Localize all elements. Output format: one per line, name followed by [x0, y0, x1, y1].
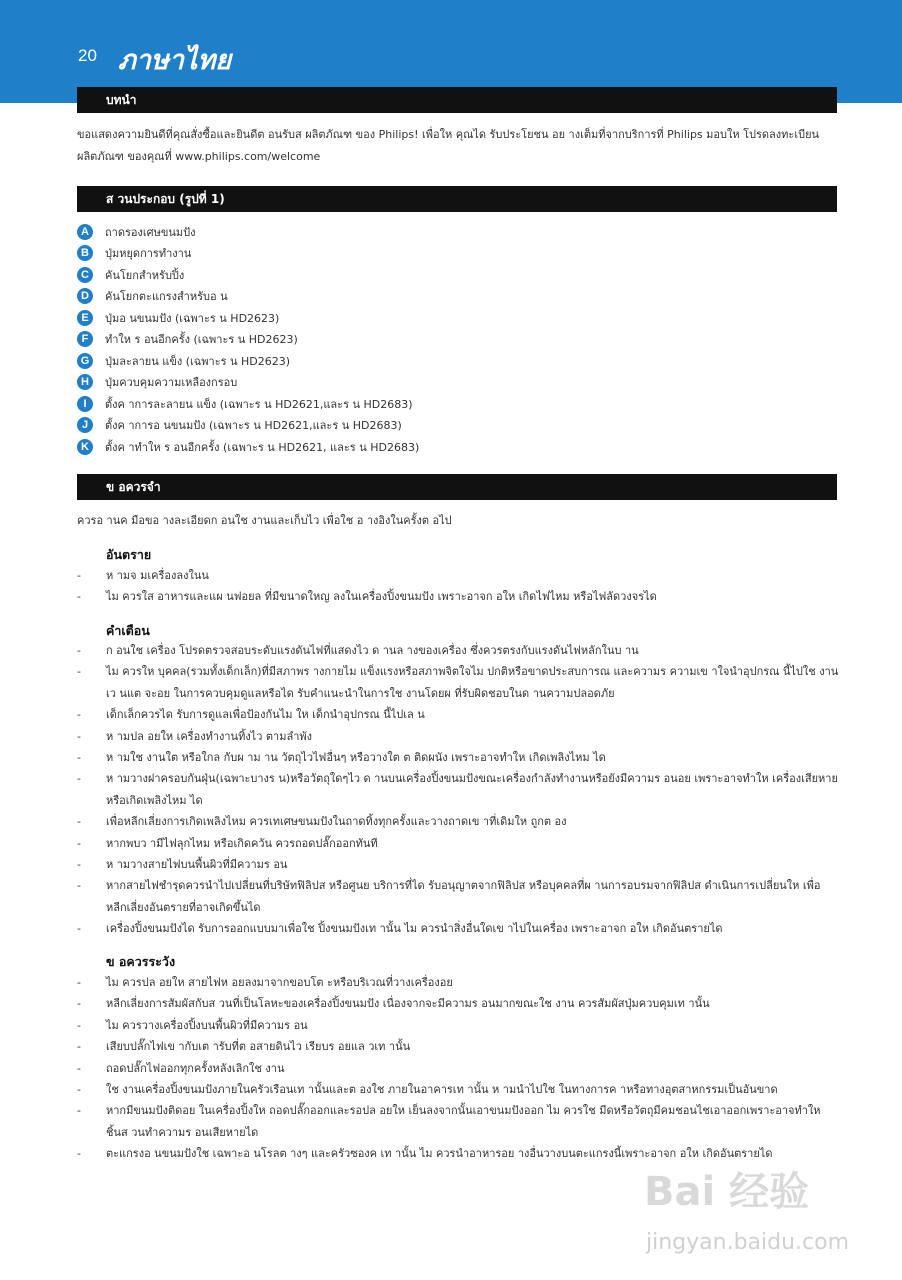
- caution-item: - เสียบปลั๊กไฟเข ากับเต ารับที่ต อสายดินไว เรียบร อยแล วเท านั้น: [77, 1036, 839, 1057]
- part-item: [77, 415, 419, 437]
- warning-item: - ห ามวางฝาครอบกันฝุ่น(เฉพาะบางร น)หรือวัตถุใดๆไว ด านบนเครื่องปิ้งขนมปังขณะเครื่องกำลังทำงานหรือยังมีความร อนอย เพราะอาจทำให เครื่องเสียหายหรือเกิดเพลิงไหม ได: [77, 768, 839, 811]
- letter-badge-icon: C: [77, 267, 93, 283]
- warning-item: - เด็กเล็กควรได รับการดูแลเพื่อป้องกันไม ให เด็กนำอุปกรณ นี้ไปเล น: [77, 704, 839, 725]
- warning-item: - ห ามปล อยให เครื่องทำงานทิ้งไว ตามลำพัง: [77, 726, 839, 747]
- letter-badge-icon: I: [77, 396, 93, 412]
- part-label: ปุ่มละลายน แข็ง (เฉพาะร น HD2623): [105, 354, 291, 368]
- warning-item: - เครื่องปิ้งขนมปังได รับการออกแบบมาเพื่อใช ปิ้งขนมปังเท านั้น ไม ควรนำสิ่งอื่นใดเข าไปในเครื่อง เพราะอาจก อให เกิดอันตรายได: [77, 918, 839, 939]
- watermark-url: jingyan.baidu.com: [646, 1230, 850, 1255]
- part-item: [77, 307, 419, 329]
- danger-list: [77, 565, 839, 608]
- important-intro: ควรอ านค มือขอ างละเอียดก อนใช งานและเก็บไว เพื่อใช อ างอิงในครั้งต อไป: [77, 514, 452, 527]
- caution-item: - ถอดปลั๊กไฟออกทุกครั้งหลังเลิกใช งาน: [77, 1058, 839, 1079]
- part-label: ทำให ร อนอีกครั้ง (เฉพาะร น HD2623): [105, 333, 298, 347]
- caution-list: [77, 972, 839, 1165]
- section-heading-important: ข อควรจำ: [77, 474, 837, 500]
- part-item: [77, 243, 419, 265]
- watermark-logo: Bai 经验: [644, 1169, 810, 1215]
- parts-list: [77, 221, 419, 458]
- letter-badge-icon: B: [77, 245, 93, 261]
- letter-badge-icon: H: [77, 374, 93, 390]
- section-heading-intro: บทนำ: [77, 87, 837, 113]
- caution-item: - ไม ควรวางเครื่องปิ้งบนพื้นผิวที่มีความร อน: [77, 1015, 839, 1036]
- letter-badge-icon: E: [77, 310, 93, 326]
- warning-item: - ไม ควรให บุคคล(รวมทั้งเด็กเล็ก)ที่มีสภาพร างกายไม แข็งแรงหรือสภาพจิตใจไม ปกติหรือขาดประสบการณ และความร ความเข าใจนำอุปกรณ นี้ไปใช งานเว นแต จะอย ในการควบคุมดูแลหรือได รับคำแนะนำในการใช งานโดยผ ที่รับผิดชอบในด านความปลอดภัย: [77, 661, 839, 704]
- part-label: ตั้งค าการอ นขนมปัง (เฉพาะร น HD2621,และร น HD2683): [105, 419, 402, 433]
- caution-heading: ข อควรระวัง: [106, 954, 176, 969]
- warning-heading: คำเตือน: [106, 623, 150, 638]
- part-item: [77, 372, 419, 394]
- part-item: [77, 329, 419, 351]
- danger-heading: อันตราย: [106, 547, 152, 562]
- letter-badge-icon: A: [77, 224, 93, 240]
- caution-item: - ตะแกรงอ นขนมปังใช เฉพาะอ นโรลต างๆ และครัวซองค เท านั้น ไม ควรนำอาหารอย างอื่นวางบนตะแกรงนี้เพราะอาจก อให เกิดอันตรายได: [77, 1143, 839, 1164]
- part-item: [77, 264, 419, 286]
- part-label: ตั้งค าทำให ร อนอีกครั้ง (เฉพาะร น HD2621, และร น HD2683): [105, 440, 420, 454]
- warning-item: - หากพบว ามีไฟลุกไหม หรือเกิดควัน ควรถอดปลั๊กออกทันที: [77, 833, 839, 854]
- part-label: ปุ่มหยุดการทำงาน: [105, 247, 192, 261]
- part-item: [77, 350, 419, 372]
- part-label: ปุ่มควบคุมความเหลืองกรอบ: [105, 376, 238, 390]
- warning-item: - ก อนใช เครื่อง โปรดตรวจสอบระดับแรงดันไฟที่แสดงไว ด านล างของเครื่อง ซึ่งควรตรงกับแรงดันไฟหลักในบ าน: [77, 640, 839, 661]
- section-heading-parts: ส วนประกอบ (รูปที่ 1): [77, 186, 837, 212]
- letter-badge-icon: J: [77, 417, 93, 433]
- warning-list: [77, 640, 839, 940]
- warning-item: - หากสายไฟชำรุดควรนำไปเปลี่ยนที่บริษัทฟิลิปส หรือศูนย บริการที่ได รับอนุญาตจากฟิลิปส หรือบุคคลที่ผ านการอบรมจากฟิลิปส ดำเนินการเปลี่ยนให เพื่อหลีกเลี่ยงอันตรายที่อาจเกิดขึ้นได: [77, 875, 839, 918]
- danger-item: - ห ามจ มเครื่องลงในน: [77, 565, 839, 586]
- warning-item: - ห ามใช งานใต หรือใกล กับผ าม าน วัตถุไวไฟอื่นๆ หรือวางใต ต ติดผนัง เพราะอาจทำให เกิดเพลิงไหม ได: [77, 747, 839, 768]
- letter-badge-icon: G: [77, 353, 93, 369]
- part-label: ตั้งค าการละลายน แข็ง (เฉพาะร น HD2621,และร น HD2683): [105, 397, 413, 411]
- warning-item: - ห ามวางสายไฟบนพื้นผิวที่มีความร อน: [77, 854, 839, 875]
- caution-item: - หากมีขนมปังติดอย ในเครื่องปิ้งให ถอดปลั๊กออกและรอปล อยให เย็นลงจากนั้นเอาขนมปังออก ไม ควรใช มีดหรือวัตถุมีคมชอนไชเอาออกเพราะอาจทำให ชิ้นส วนทำความร อนเสียหายได: [77, 1100, 839, 1143]
- part-label: ถาดรองเศษขนมปัง: [105, 225, 196, 239]
- part-item: [77, 221, 419, 243]
- danger-item: - ไม ควรใส อาหารและแผ นฟอยล ที่มีขนาดใหญ ลงในเครื่องปิ้งขนมปัง เพราะอาจก อให เกิดไฟไหม หรือไฟลัดวงจรได: [77, 586, 839, 607]
- caution-item: - หลีกเลี่ยงการสัมผัสกับส วนที่เป็นโลหะของเครื่องปิ้งขนมปัง เนื่องจากจะมีความร อนมากขณะใช งาน ควรสัมผัสปุ่มควบคุมเท านั้น: [77, 993, 839, 1014]
- page-number: 20: [78, 46, 97, 65]
- letter-badge-icon: K: [77, 439, 93, 455]
- part-item: [77, 436, 419, 458]
- part-label: ปุ่มอ นขนมปัง (เฉพาะร น HD2623): [105, 311, 280, 325]
- warning-item: - เพื่อหลีกเลี่ยงการเกิดเพลิงไหม ควรเทเศษขนมปังในถาดทิ้งทุกครั้งและวางถาดเข าที่เดิมให ถูกต อง: [77, 811, 839, 832]
- baidu-watermark: [640, 1160, 890, 1270]
- part-label: คันโยกสำหรับปิ้ง: [105, 268, 185, 282]
- language-title: ภาษาไทย: [118, 45, 232, 76]
- intro-paragraph: ขอแสดงความยินดีที่คุณสั่งซื้อและยินดีต อนรับส ผลิตภัณฑ ของ Philips! เพื่อให คุณได รับประโยชน อย างเต็มที่จากบริการที่ Philips มอบให โปรดลงทะเบียนผลิตภัณฑ ของคุณที่ www.philips.com/welcome: [77, 128, 820, 163]
- part-item: [77, 393, 419, 415]
- letter-badge-icon: D: [77, 288, 93, 304]
- caution-item: - ไม ควรปล อยให สายไฟห อยลงมาจากขอบโต ะหรือบริเวณที่วางเครื่องอย: [77, 972, 839, 993]
- caution-item: - ใช งานเครื่องปิ้งขนมปังภายในครัวเรือนเท านั้นและต องใช ภายในอาคารเท านั้น ห ามนำไปใช ในทางการค าหรือทางอุตสาหกรรมเป็นอันขาด: [77, 1079, 839, 1100]
- part-label: คันโยกตะแกรงสำหรับอ น: [105, 290, 228, 304]
- part-item: [77, 286, 419, 308]
- letter-badge-icon: F: [77, 331, 93, 347]
